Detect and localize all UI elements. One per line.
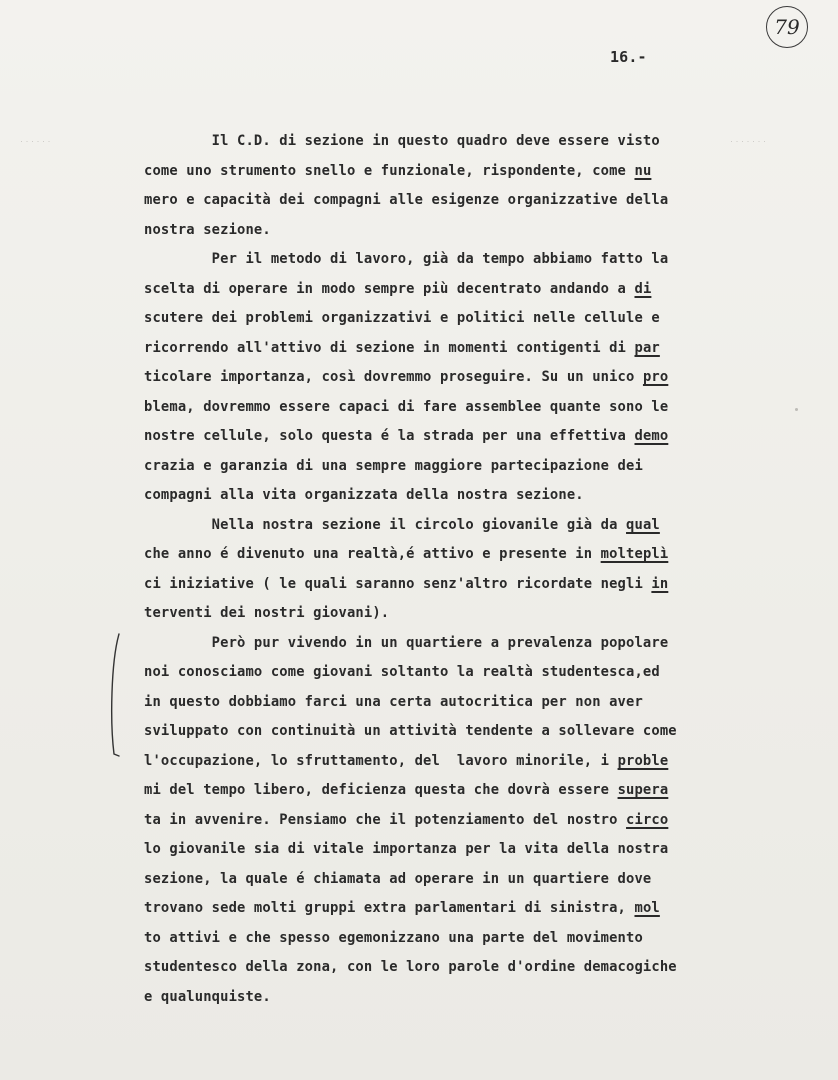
text-segment: l'occupazione, lo sfruttamento, del lavoro minorile, i <box>144 752 618 769</box>
text-line <box>144 957 677 977</box>
text-segment: scutere dei problemi organizzativi e politici nelle cellule e <box>144 310 660 326</box>
text-line <box>144 279 651 299</box>
text-line <box>144 810 668 830</box>
text-line <box>144 338 660 358</box>
text-line <box>144 692 643 712</box>
text-segment: nostre cellule, solo questa é la strada per una effettiva <box>144 428 635 444</box>
underlined-syllable: di <box>634 280 652 297</box>
archive-stamp <box>766 6 808 48</box>
text-line <box>144 426 668 446</box>
text-line <box>144 603 389 623</box>
text-line <box>144 544 668 564</box>
show-through-mark-left: · · · · · · <box>20 136 51 146</box>
speck <box>795 408 798 411</box>
text-line <box>144 574 668 594</box>
page-number: 16.- <box>610 48 647 66</box>
text-line <box>144 485 584 505</box>
show-through-mark-right: · · · · · · · <box>730 136 766 146</box>
text-segment: sezione, la quale é chiamata ad operare in un quartiere dove <box>144 870 652 887</box>
underlined-syllable: par <box>634 339 660 356</box>
underlined-syllable: qual <box>626 516 660 533</box>
text-segment: crazia e garanzia di una sempre maggiore partecipazione dei <box>144 457 643 474</box>
text-segment: sviluppato con continuità un attività tendente a sollevare come <box>144 723 677 739</box>
text-segment: Però pur vivendo in un quartiere a prevalenza popolare <box>144 634 669 651</box>
underlined-syllable: in <box>651 575 669 592</box>
text-segment: compagni alla vita organizzata della nostra sezione. <box>144 487 584 503</box>
text-line <box>144 721 677 741</box>
text-segment: noi conosciamo come giovani soltanto la realtà studentesca,ed <box>144 664 660 680</box>
underlined-syllable: circo <box>626 811 669 828</box>
text-line <box>144 190 668 210</box>
text-segment: terventi dei nostri giovani). <box>144 605 390 621</box>
text-segment: e qualunquiste. <box>144 988 271 1005</box>
underlined-syllable: proble <box>617 752 669 769</box>
text-line <box>144 131 660 151</box>
text-line <box>144 633 668 653</box>
underlined-syllable: nu <box>634 162 652 179</box>
text-segment: blema, dovremmo essere capaci di fare assemblee quante sono le <box>144 398 669 415</box>
text-line <box>144 456 643 476</box>
text-segment: Per il metodo di lavoro, già da tempo abbiamo fatto la <box>144 251 669 267</box>
text-segment: Nella nostra sezione il circolo giovanile già da <box>144 516 627 533</box>
text-line <box>144 161 651 181</box>
text-line <box>144 308 660 328</box>
text-segment: to attivi e che spesso egemonizzano una parte del movimento <box>144 929 643 946</box>
text-segment: ticolare importanza, così dovremmo proseguire. Su un unico <box>144 369 643 385</box>
underlined-syllable: demo <box>634 428 669 444</box>
text-segment: come uno strumento snello e funzionale, rispondente, come <box>144 162 635 179</box>
text-segment: ricorrendo all'attivo di sezione in momenti contigenti di <box>144 339 635 356</box>
text-line <box>144 898 660 918</box>
text-line <box>144 751 668 771</box>
underlined-syllable: pro <box>642 369 669 385</box>
underlined-syllable: molteplì <box>600 546 669 562</box>
text-segment: Il C.D. di sezione in questo quadro deve essere visto <box>144 133 660 149</box>
text-line <box>144 987 271 1007</box>
text-line <box>144 397 668 417</box>
text-segment: in questo dobbiamo farci una certa autocritica per non aver <box>144 693 643 710</box>
margin-bracket-mark <box>108 632 122 758</box>
text-segment: nostra sezione. <box>144 221 271 238</box>
text-segment: trovano sede molti gruppi extra parlamentari di sinistra, <box>144 900 635 916</box>
text-segment: mero e capacità dei compagni alle esigenze organizzative della <box>144 192 669 208</box>
text-segment: studentesco della zona, con le loro parole d'ordine demacogiche <box>144 959 677 975</box>
underlined-syllable: supera <box>617 782 669 798</box>
underlined-syllable: mol <box>634 900 660 916</box>
text-segment: ta in avvenire. Pensiamo che il potenziamento del nostro <box>144 811 627 828</box>
text-line <box>144 662 660 682</box>
text-line <box>144 367 668 387</box>
text-line <box>144 515 660 535</box>
text-segment: scelta di operare in modo sempre più decentrato andando a <box>144 280 635 297</box>
text-segment: lo giovanile sia di vitale importanza per la vita della nostra <box>144 841 669 857</box>
text-line <box>144 839 668 859</box>
text-line <box>144 249 668 269</box>
text-segment: che anno é divenuto una realtà,é attivo e presente in <box>144 546 601 562</box>
text-segment: ci iniziative ( le quali saranno senz'altro ricordate negli <box>144 575 652 592</box>
text-line <box>144 220 271 240</box>
text-line <box>144 780 668 800</box>
text-line <box>144 869 651 889</box>
text-line <box>144 928 643 948</box>
text-segment: mi del tempo libero, deficienza questa che dovrà essere <box>144 782 618 798</box>
stamp-number: 79 <box>774 15 800 39</box>
